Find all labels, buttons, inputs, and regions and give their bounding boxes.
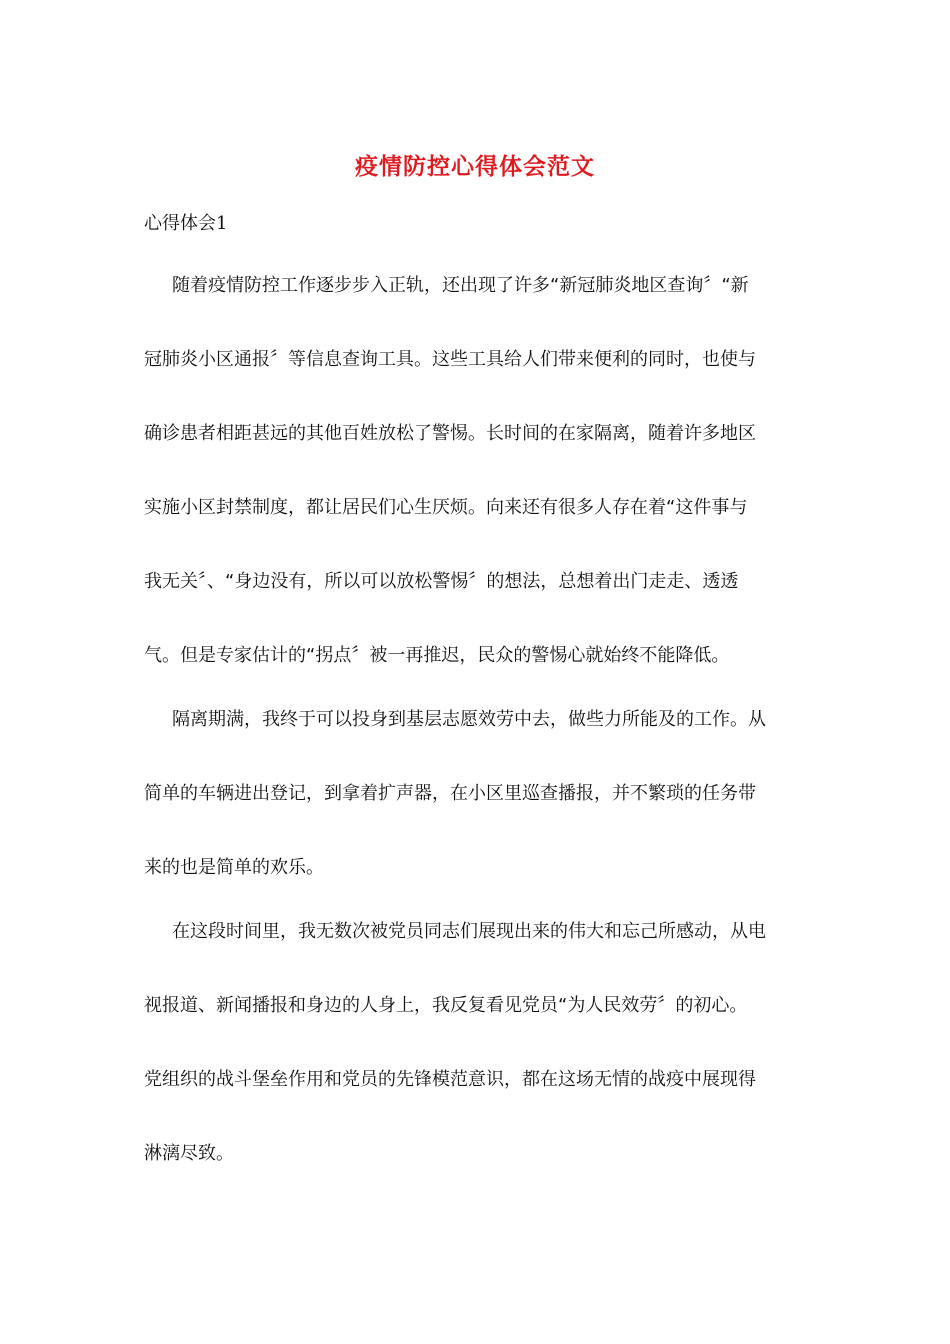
document-title: 疫情防控心得体会范文 [355, 153, 595, 180]
paragraph-1-line-5: 我无关〞、“身边没有，所以可以放松警惕〞的想法，总想着出门走走、透透 [144, 571, 739, 592]
document-body [144, 266, 808, 1208]
paragraph-2-line-1: 隔离期满，我终于可以投身到基层志愿效劳中去，做些力所能及的工作。从 [172, 709, 766, 730]
paragraph-2-line-3: 来的也是简单的欢乐。 [144, 857, 324, 878]
paragraph-3-line-3: 党组织的战斗堡垒作用和党员的先锋模范意识，都在这场无情的战疫中展现得 [144, 1069, 756, 1090]
section-heading [144, 209, 227, 239]
paragraph-3-line-4: 淋漓尽致。 [144, 1143, 234, 1164]
paragraph-2-line-2: 简单的车辆进出登记，到拿着扩声器，在小区里巡查播报，并不繁琐的任务带 [144, 783, 756, 804]
paragraph-1-line-3: 确诊患者相距甚远的其他百姓放松了警惕。长时间的在家隔离，随着许多地区 [144, 423, 756, 444]
paragraph-3-line-2: 视报道、新闻播报和身边的人身上，我反复看见党员“为人民效劳〞的初心。 [144, 995, 748, 1016]
section-heading-number: 1 [216, 213, 228, 234]
paragraph-3-line-1: 在这段时间里，我无数次被党员同志们展现出来的伟大和忘己所感动，从电 [172, 921, 766, 942]
paragraph-1-line-6: 气。但是专家估计的“拐点〞被一再推迟，民众的警惕心就始终不能降低。 [144, 645, 730, 666]
paragraph-1-line-1: 随着疫情防控工作逐步步入正轨，还出现了许多“新冠肺炎地区查询〞“新 [172, 275, 749, 296]
paragraph-1-line-2: 冠肺炎小区通报〞等信息查询工具。这些工具给人们带来便利的同时，也使与 [144, 349, 756, 370]
section-heading-label: 心得体会 [144, 213, 216, 234]
paragraph-1-line-4: 实施小区封禁制度，都让居民们心生厌烦。向来还有很多人存在着“这件事与 [144, 497, 748, 518]
